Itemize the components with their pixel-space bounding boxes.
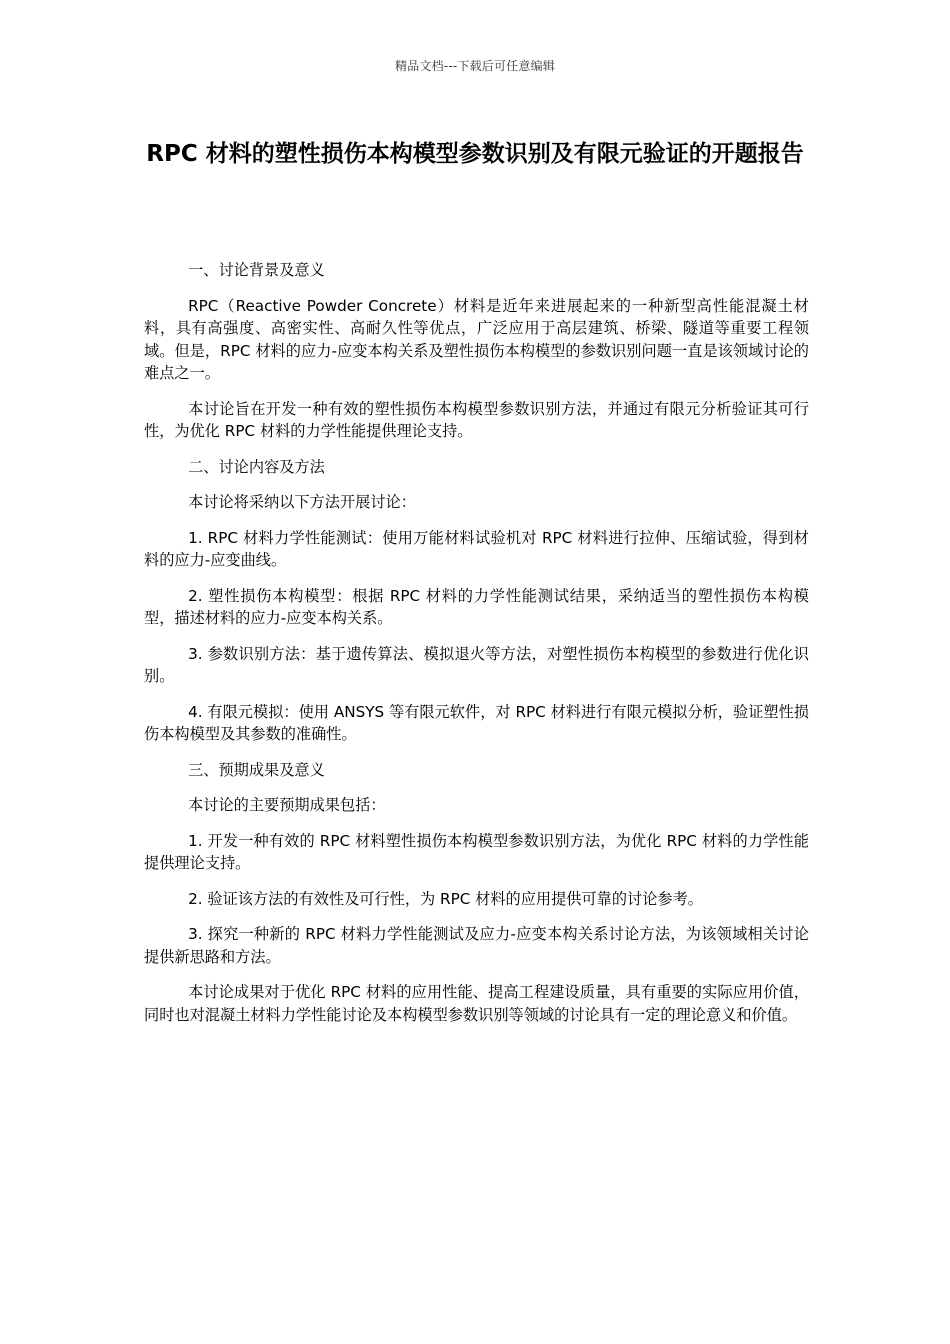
- paragraph: 本讨论将采纳以下方法开展讨论：: [188, 493, 416, 511]
- section-heading-background: 一、讨论背景及意义: [188, 261, 325, 279]
- header-note: 精品文档---下载后可任意编辑: [395, 59, 555, 73]
- paragraph: 本讨论成果对于优化 RPC 材料的应用性能、提高工程建设质量，具有重要的实际应用价值，同时也对混凝土材料力学性能讨论及本构模型参数识别等领域的讨论具有一定的理论意义和价值。: [144, 983, 809, 1024]
- document-title: RPC 材料的塑性损伤本构模型参数识别及有限元验证的开题报告: [146, 141, 804, 167]
- list-item: 3. 探究一种新的 RPC 材料力学性能测试及应力-应变本构关系讨论方法，为该领域相关讨论提供新思路和方法。: [144, 925, 809, 966]
- paragraph: RPC（Reactive Powder Concrete）材料是近年来进展起来的一种新型高性能混凝土材料，具有高强度、高密实性、高耐久性等优点，广泛应用于高层建筑、桥梁、隧道等重要工程领域。但是，RPC 材料的应力-应变本构关系及塑性损伤本构模型的参数识别问题一直是该领域讨论的难点之一。: [144, 296, 809, 382]
- paragraph: 本讨论旨在开发一种有效的塑性损伤本构模型参数识别方法，并通过有限元分析验证其可行性，为优化 RPC 材料的力学性能提供理论支持。: [144, 399, 809, 440]
- list-item: 1. 开发一种有效的 RPC 材料塑性损伤本构模型参数识别方法，为优化 RPC 材料的力学性能提供理论支持。: [144, 831, 809, 872]
- list-item: 4. 有限元模拟：使用 ANSYS 等有限元软件，对 RPC 材料进行有限元模拟分析，验证塑性损伤本构模型及其参数的准确性。: [144, 702, 809, 743]
- document-body: [144, 259, 809, 1039]
- list-item: 2. 验证该方法的有效性及可行性，为 RPC 材料的应用提供可靠的讨论参考。: [188, 889, 703, 908]
- list-item: 3. 参数识别方法：基于遗传算法、模拟退火等方法，对塑性损伤本构模型的参数进行优化识别。: [144, 644, 809, 685]
- paragraph: 本讨论的主要预期成果包括：: [188, 796, 386, 814]
- section-heading-expected-results: 三、预期成果及意义: [188, 760, 325, 779]
- section-heading-content-methods: 二、讨论内容及方法: [188, 457, 325, 476]
- list-item: 1. RPC 材料力学性能测试：使用万能材料试验机对 RPC 材料进行拉伸、压缩试验，得到材料的应力-应变曲线。: [144, 528, 809, 569]
- list-item: 2. 塑性损伤本构模型：根据 RPC 材料的力学性能测试结果，采纳适当的塑性损伤本构模型，描述材料的应力-应变本构关系。: [144, 586, 809, 627]
